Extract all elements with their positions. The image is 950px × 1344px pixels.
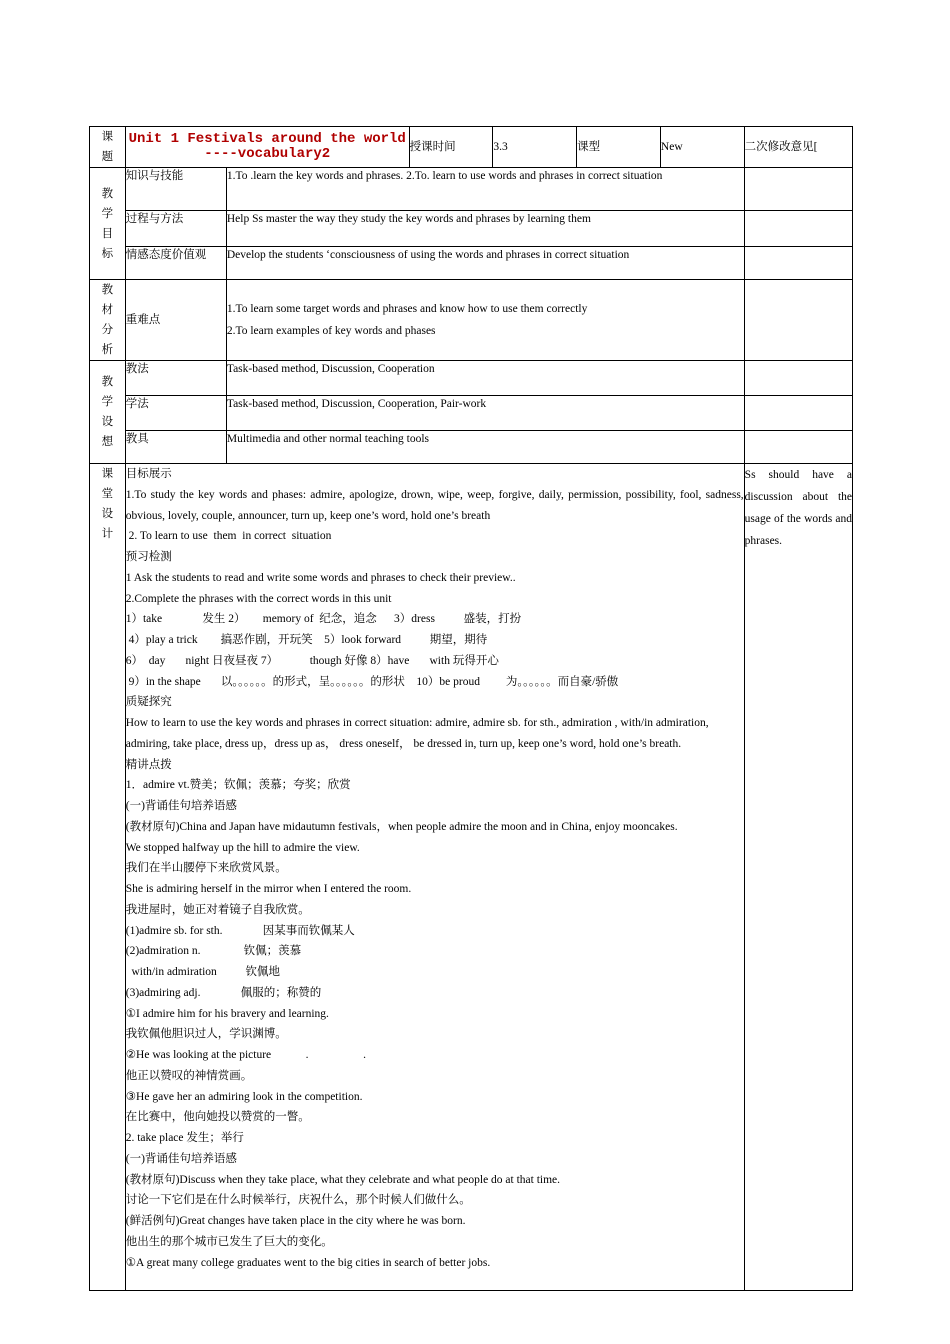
content-line: 1）take 发生 2） memory of 纪念，追念 3）dress 盛装，打扮 [125, 613, 522, 626]
header-row [90, 127, 853, 168]
objective-row-process [90, 211, 853, 247]
content-line: (3)admiring adj. 佩服的；称赞的 [125, 986, 322, 999]
content-line: 质疑探究 [125, 696, 172, 709]
content-line: 2.Complete the phrases with the correct words in this unit [125, 592, 392, 605]
material-label: 教 材 分 析 [90, 280, 126, 361]
content-line: 我进屋时，她正对着镜子自我欣赏。 [125, 903, 310, 916]
content-line: 6） day night 日夜昼夜 7） though 好像 8）have with 玩得开心 [125, 654, 499, 667]
design-label: 教 学 设 想 [90, 361, 126, 464]
lesson-title-line2: ----vocabulary2 [204, 146, 331, 162]
content-line: 预习检测 [125, 551, 172, 563]
lesson-plan-table [89, 126, 853, 1291]
time-label: 授课时间 [409, 127, 493, 168]
content-line: 1.To study the key words and phases: admire, apologize, drown, wipe, weep, forgive, daily, permission, possibility, fool, sadness, obvious, lovely, couple, announcer, turn up, keep one’s word, hold one’s breath [125, 488, 744, 522]
content-line: with/in admiration 钦佩地 [125, 966, 281, 978]
key-point-line: 1.To learn some target words and phrases and know how to use them correctly [226, 303, 588, 315]
content-line: 1．admire vt.赞美；钦佩；羡慕；夸奖；欣赏 [125, 779, 351, 792]
objective-text: Develop the students ‘consciousness of using the words and phrases in correct situation [226, 247, 744, 280]
design-row-tools [90, 431, 853, 464]
design-item-text: Task-based method, Discussion, Cooperation [226, 361, 744, 396]
design-row-method [90, 361, 853, 396]
revision-cell [744, 211, 852, 247]
content-line: ②He was looking at the picture . . [125, 1049, 367, 1061]
side-note: Ss should have a discussion about the usage of the words and phrases. [744, 464, 852, 1291]
revision-cell [744, 431, 852, 464]
content-line: 1 Ask the students to read and write some words and phrases to check their preview.. [125, 571, 516, 584]
key-point-line: 2.To learn examples of key words and phases [226, 325, 436, 337]
content-line: 9）in the shape 以。。。。。。的形式，呈。。。。。。的形状 10）be proud 为。。。。。。而自豪/骄傲 [125, 675, 619, 688]
content-line: ①I admire him for his bravery and learning. [125, 1007, 329, 1020]
design-row-learning [90, 396, 853, 431]
content-line: 他出生的那个城市已发生了巨大的变化。 [125, 1235, 333, 1248]
objective-text: 1.To .learn the key words and phrases. 2.To. learn to use words and phrases in correct situation [226, 168, 744, 211]
objective-label: 知识与技能 [125, 168, 226, 211]
revision-cell [744, 168, 852, 211]
revision-cell [744, 396, 852, 431]
content-line: (一)背诵佳句培养语感 [125, 1152, 237, 1165]
topic-label: 课 题 [90, 127, 126, 168]
content-line: (鲜活例句)Great changes have taken place in the city where he was born. [125, 1215, 466, 1227]
objective-label: 情感态度价值观 [125, 247, 226, 280]
revision-cell [744, 280, 852, 361]
design-item-text: Multimedia and other normal teaching tools [226, 431, 744, 464]
material-row [90, 280, 853, 361]
content-line: (教材原句)Discuss when they take place, what they celebrate and what people do at that time. [125, 1173, 561, 1186]
content-line: 他正以赞叹的神情赏画。 [125, 1069, 253, 1082]
content-line: ③He gave her an admiring look in the competition. [125, 1090, 363, 1103]
design-item-label: 教法 [125, 361, 226, 396]
classroom-label: 课 堂 设 计 [90, 464, 126, 1291]
content-line: 讨论一下它们是在什么时候举行，庆祝什么，那个时候人们做什么。 [125, 1194, 471, 1207]
content-line: 我们在半山腰停下来欣赏风景。 [125, 862, 287, 875]
key-points-text [226, 280, 744, 361]
content-line: (2)admiration n. 钦佩；羡慕 [125, 945, 302, 958]
content-line: 我钦佩他胆识过人，学识渊博。 [125, 1028, 287, 1041]
content-line: How to learn to use the key words and phrases in correct situation: admire, admire sb. for sth., admiration , with/in admiration, admiring, take place, dress up，dress up as， dress oneself， be dressed in, turn up, keep one’s word, hold one’s breath. [125, 717, 709, 750]
content-line: She is admiring herself in the mirror when I entered the room. [125, 883, 412, 895]
classroom-content [125, 464, 744, 1291]
objectives-label: 教 学 目 标 [90, 168, 126, 280]
content-line: 4）play a trick 搞恶作剧，开玩笑 5）look forward 期望，期待 [125, 634, 488, 646]
objective-label: 过程与方法 [125, 211, 226, 247]
design-item-label: 教具 [125, 431, 226, 464]
content-line: ①A great many college graduates went to the big cities in search of better jobs. [125, 1256, 491, 1269]
content-line: 在比赛中，他向她投以赞赏的一瞥。 [125, 1111, 310, 1124]
design-item-label: 学法 [125, 396, 226, 431]
content-line: (1)admire sb. for sth. 因某事而钦佩某人 [125, 924, 355, 937]
type-label: 课型 [577, 127, 661, 168]
type-value: New [660, 127, 744, 168]
content-line: 2. take place 发生；举行 [125, 1132, 244, 1144]
design-item-text: Task-based method, Discussion, Cooperation, Pair-work [226, 396, 744, 431]
classroom-row [90, 464, 853, 1291]
content-line: (教材原句)China and Japan have midautumn festivals，when people admire the moon and in China, enjoy mooncakes. [125, 820, 678, 833]
revision-cell [744, 247, 852, 280]
content-line: We stopped halfway up the hill to admire the view. [125, 841, 360, 854]
lesson-title [125, 127, 409, 168]
content-line: (一)背诵佳句培养语感 [125, 800, 237, 812]
objective-row-attitude [90, 247, 853, 280]
revision-label: 二次修改意见[ [744, 127, 852, 168]
time-value: 3.3 [493, 127, 577, 168]
content-line: 目标展示 [125, 468, 172, 480]
objective-row-knowledge [90, 168, 853, 211]
key-points-label: 重难点 [125, 280, 226, 361]
content-line: 精讲点拨 [125, 758, 172, 771]
content-line: 2. To learn to use them in correct situation [125, 530, 332, 543]
lesson-title-line1: Unit 1 Festivals around the world [128, 131, 406, 147]
revision-cell [744, 361, 852, 396]
objective-text: Help Ss master the way they study the key words and phrases by learning them [226, 211, 744, 247]
